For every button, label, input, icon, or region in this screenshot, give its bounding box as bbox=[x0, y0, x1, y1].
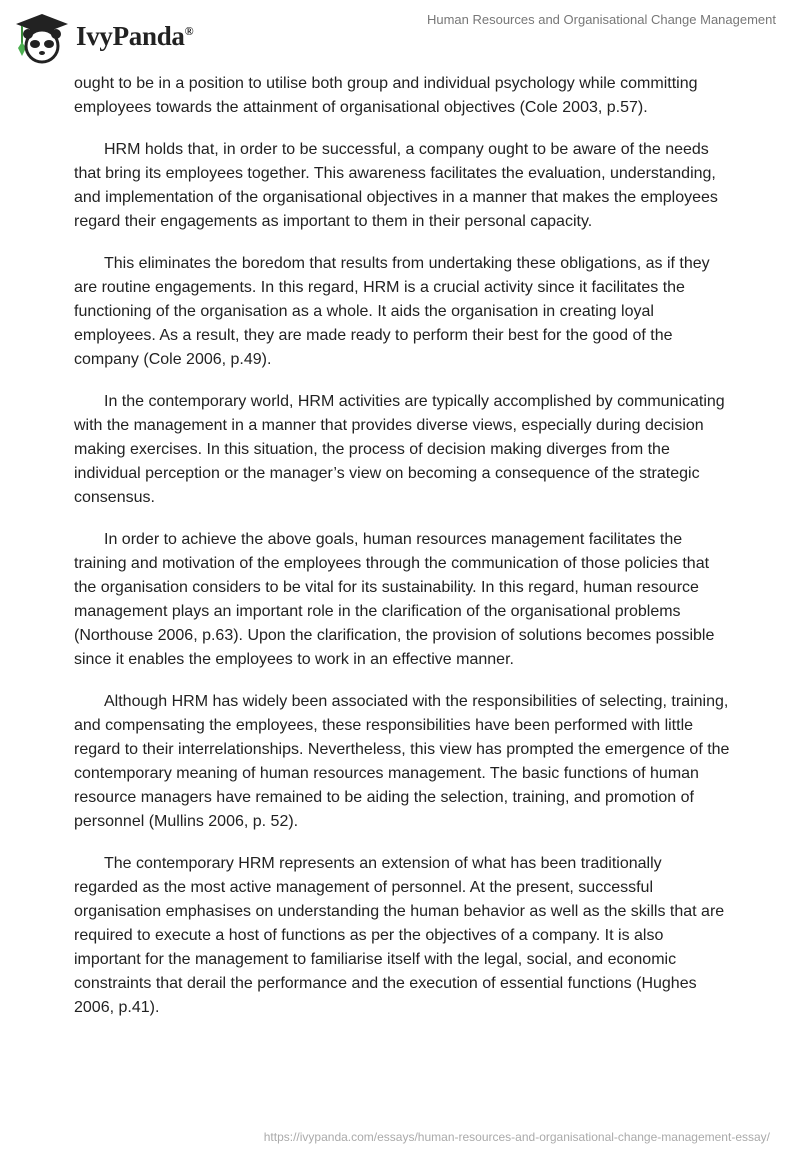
paragraph: The contemporary HRM represents an extension of what has been traditionally regarded as the most active management of personnel. At the present, successful organisation emphasises on understanding the human behavior as well as the skills that are required to execute a host of functions as per the objectives of a company. It is also important for the management to familiarise itself with the legal, social, and economic constraints that derail the performance and the execution of essential functions (Hughes 2006, p.41). bbox=[74, 855, 725, 1016]
paragraph: In order to achieve the above goals, human resources management facilitates the training and motivation of the employees through the communication of those policies that the organisation considers to be vital for its sustainability. In this regard, human resource management plays an important role in the clarification of the organisational problems (Northouse 2006, p.63). Upon the clarification, the provision of solutions becomes possible since it enables the employees to work in an effective manner. bbox=[74, 531, 715, 668]
logo[interactable] bbox=[12, 8, 193, 64]
document-title: Human Resources and Organisational Change Management bbox=[426, 12, 776, 27]
paragraph: HRM holds that, in order to be successful, a company ought to be aware of the needs that bring its employees together. This awareness facilitates the evaluation, understanding, and implementation of the organisational objectives in a manner that makes the employees regard their engagements as important to them in their personal capacity. bbox=[74, 141, 718, 230]
paragraph: In the contemporary world, HRM activities are typically accomplished by communicating with the management in a manner that provides diverse views, especially during decision making exercises. In this situation, the process of decision making diverges from the individual perception or the manager’s view on becoming a consequence of the strategic consensus. bbox=[74, 393, 725, 506]
logo-text: IvyPanda® bbox=[76, 20, 194, 51]
essay-body bbox=[74, 72, 730, 1038]
panda-logo-icon bbox=[12, 8, 70, 64]
paragraph: ought to be in a position to utilise both group and individual psychology while committing employees towards the attainment of organisational objectives (Cole 2003, p.57). bbox=[74, 75, 698, 116]
source-url[interactable]: https://ivypanda.com/essays/human-resources-and-organisational-change-management-essay/ bbox=[263, 1130, 770, 1144]
paragraph: Although HRM has widely been associated with the responsibilities of selecting, training, and compensating the employees, these responsibilities have been performed with little regard to their interrelationships. Nevertheless, this view has prompted the emergence of the contemporary meaning of human resources management. The basic functions of human resource managers have remained to be aiding the selection, training, and promotion of personnel (Mullins 2006, p. 52). bbox=[74, 693, 730, 830]
paragraph: This eliminates the boredom that results from undertaking these obligations, as if they are routine engagements. In this regard, HRM is a crucial activity since it facilitates the functioning of the organisation as a whole. It aids the organisation in creating loyal employees. As a result, they are made ready to perform their best for the good of the company (Cole 2006, p.49). bbox=[74, 255, 710, 368]
